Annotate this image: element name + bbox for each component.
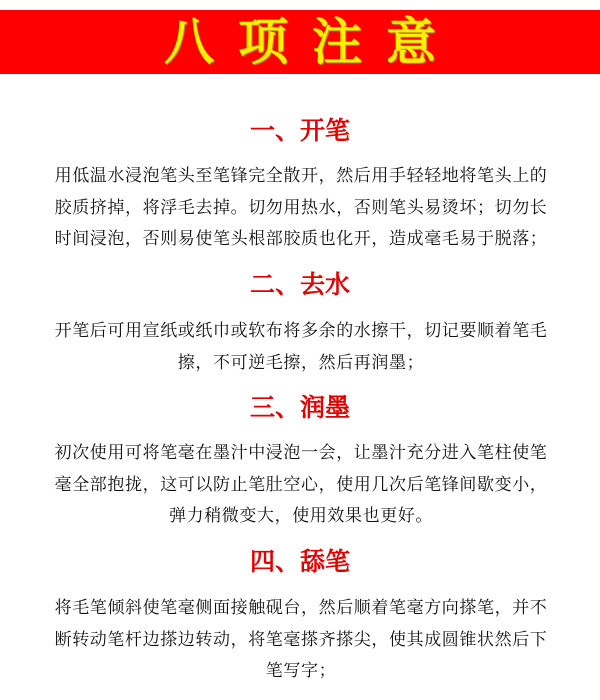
section-4-line-2: 断转动笔杆边搽边转动，将笔毫搽齐搽尖，使其成圆锥状然后下 bbox=[54, 629, 548, 650]
section-heading-2: 二、去水 bbox=[249, 270, 350, 299]
section-4-line-3: 笔写字； bbox=[265, 661, 337, 681]
section-heading-1: 一、开笔 bbox=[249, 116, 350, 145]
section-3-line-3: 弹力稍微变大，使用效果也更好。 bbox=[169, 506, 433, 526]
banner-top-margin bbox=[0, 0, 600, 10]
section-2-line-2: 擦，不可逆毛擦，然后再润墨； bbox=[177, 352, 425, 373]
section-heading-3: 三、润墨 bbox=[249, 393, 350, 422]
section-1-line-3: 时间浸泡，否则易使笔头根部胶质也化开，造成毫毛易于脱落； bbox=[54, 229, 548, 249]
section-2-line-1: 开笔后可用宣纸或纸巾或软布将多余的水擦干，切记要顺着笔毛 bbox=[54, 321, 548, 341]
section-3-text bbox=[32, 438, 570, 533]
section-2-text bbox=[32, 316, 570, 379]
title-banner bbox=[0, 10, 600, 74]
section-1-line-2: 胶质挤掉，将浮毛去掉。切勿用热水，否则笔头易烫坏；切勿长 bbox=[54, 197, 548, 218]
section-3-line-1: 初次使用可将笔毫在墨汁中浸泡一会，让墨汁充分进入笔柱使笔 bbox=[54, 443, 548, 463]
section-3-line-2: 毫全部抱拢，这可以防止笔肚空心，使用几次后笔锋间歇变小， bbox=[54, 474, 548, 495]
section-1-line-1: 用低温水浸泡笔头至笔锋完全散开，然后用手轻轻地将笔头上的 bbox=[54, 166, 548, 186]
section-1-text bbox=[32, 161, 570, 256]
banner-title: 八项注意 bbox=[164, 12, 460, 71]
section-heading-4: 四、舔笔 bbox=[249, 547, 350, 576]
section-4-line-1: 将毛笔倾斜使笔毫侧面接触砚台，然后顺着笔毫方向搽笔，并不 bbox=[54, 598, 548, 618]
section-4-text bbox=[32, 593, 570, 688]
